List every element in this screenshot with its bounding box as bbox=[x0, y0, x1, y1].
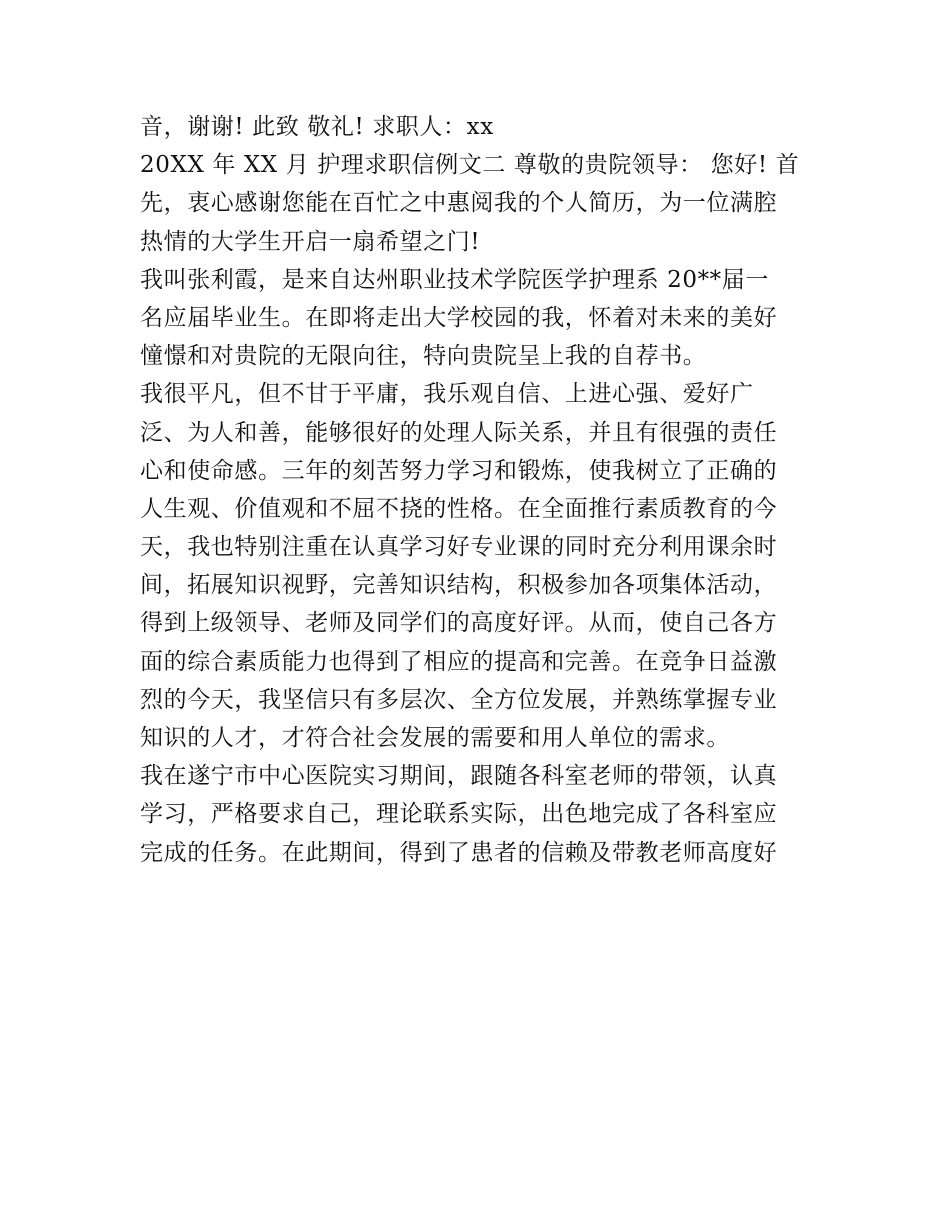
text-line: 憧憬和对贵院的无限向往，特向贵院呈上我的自荐书。 bbox=[140, 343, 707, 370]
text-line: 先，衷心感谢您能在百忙之中惠阅我的个人简历，为一位满腔 bbox=[140, 190, 778, 217]
text-line: 心和使命感。三年的刻苦努力学习和锻炼，使我树立了正确的 bbox=[140, 457, 778, 484]
text-line: 完成的任务。在此期间，得到了患者的信赖及带教老师高度好 bbox=[140, 839, 778, 866]
text-line: 间，拓展知识视野，完善知识结构，积极参加各项集体活动， bbox=[140, 572, 778, 599]
text-line: 我叫张利霞，是来自达州职业技术学院医学护理系 20**届一 bbox=[140, 266, 769, 293]
text-line: 我很平凡，但不甘于平庸，我乐观自信、上进心强、爱好广 bbox=[140, 381, 754, 408]
text-line: 学习，严格要求自己，理论联系实际，出色地完成了各科室应 bbox=[140, 801, 778, 828]
text-line: 泛、为人和善，能够很好的处理人际关系，并且有很强的责任 bbox=[140, 419, 778, 446]
text-line: 面的综合素质能力也得到了相应的提高和完善。在竞争日益激 bbox=[140, 648, 778, 675]
text-line: 热情的大学生开启一扇希望之门! bbox=[140, 228, 481, 255]
text-line: 音，谢谢! 此致 敬礼! 求职人：xx bbox=[140, 114, 494, 140]
text-line: 知识的人才，才符合社会发展的需要和用人单位的需求。 bbox=[140, 725, 730, 751]
letter-body bbox=[140, 108, 820, 872]
text-line: 人生观、价值观和不屈不挠的性格。在全面推行素质教育的今 bbox=[140, 495, 778, 522]
text-line: 名应届毕业生。在即将走出大学校园的我，怀着对未来的美好 bbox=[140, 304, 778, 331]
text-line: 20XX 年 XX 月 护理求职信例文二 尊敬的贵院领导： 您好! 首 bbox=[140, 152, 800, 179]
text-line: 天，我也特别注重在认真学习好专业课的同时充分利用课余时 bbox=[140, 534, 778, 561]
text-line: 烈的今天，我坚信只有多层次、全方位发展，并熟练掌握专业 bbox=[140, 686, 778, 713]
text-line: 我在遂宁市中心医院实习期间，跟随各科室老师的带领，认真 bbox=[140, 763, 778, 790]
text-line: 得到上级领导、老师及同学们的高度好评。从而，使自己各方 bbox=[140, 610, 778, 637]
